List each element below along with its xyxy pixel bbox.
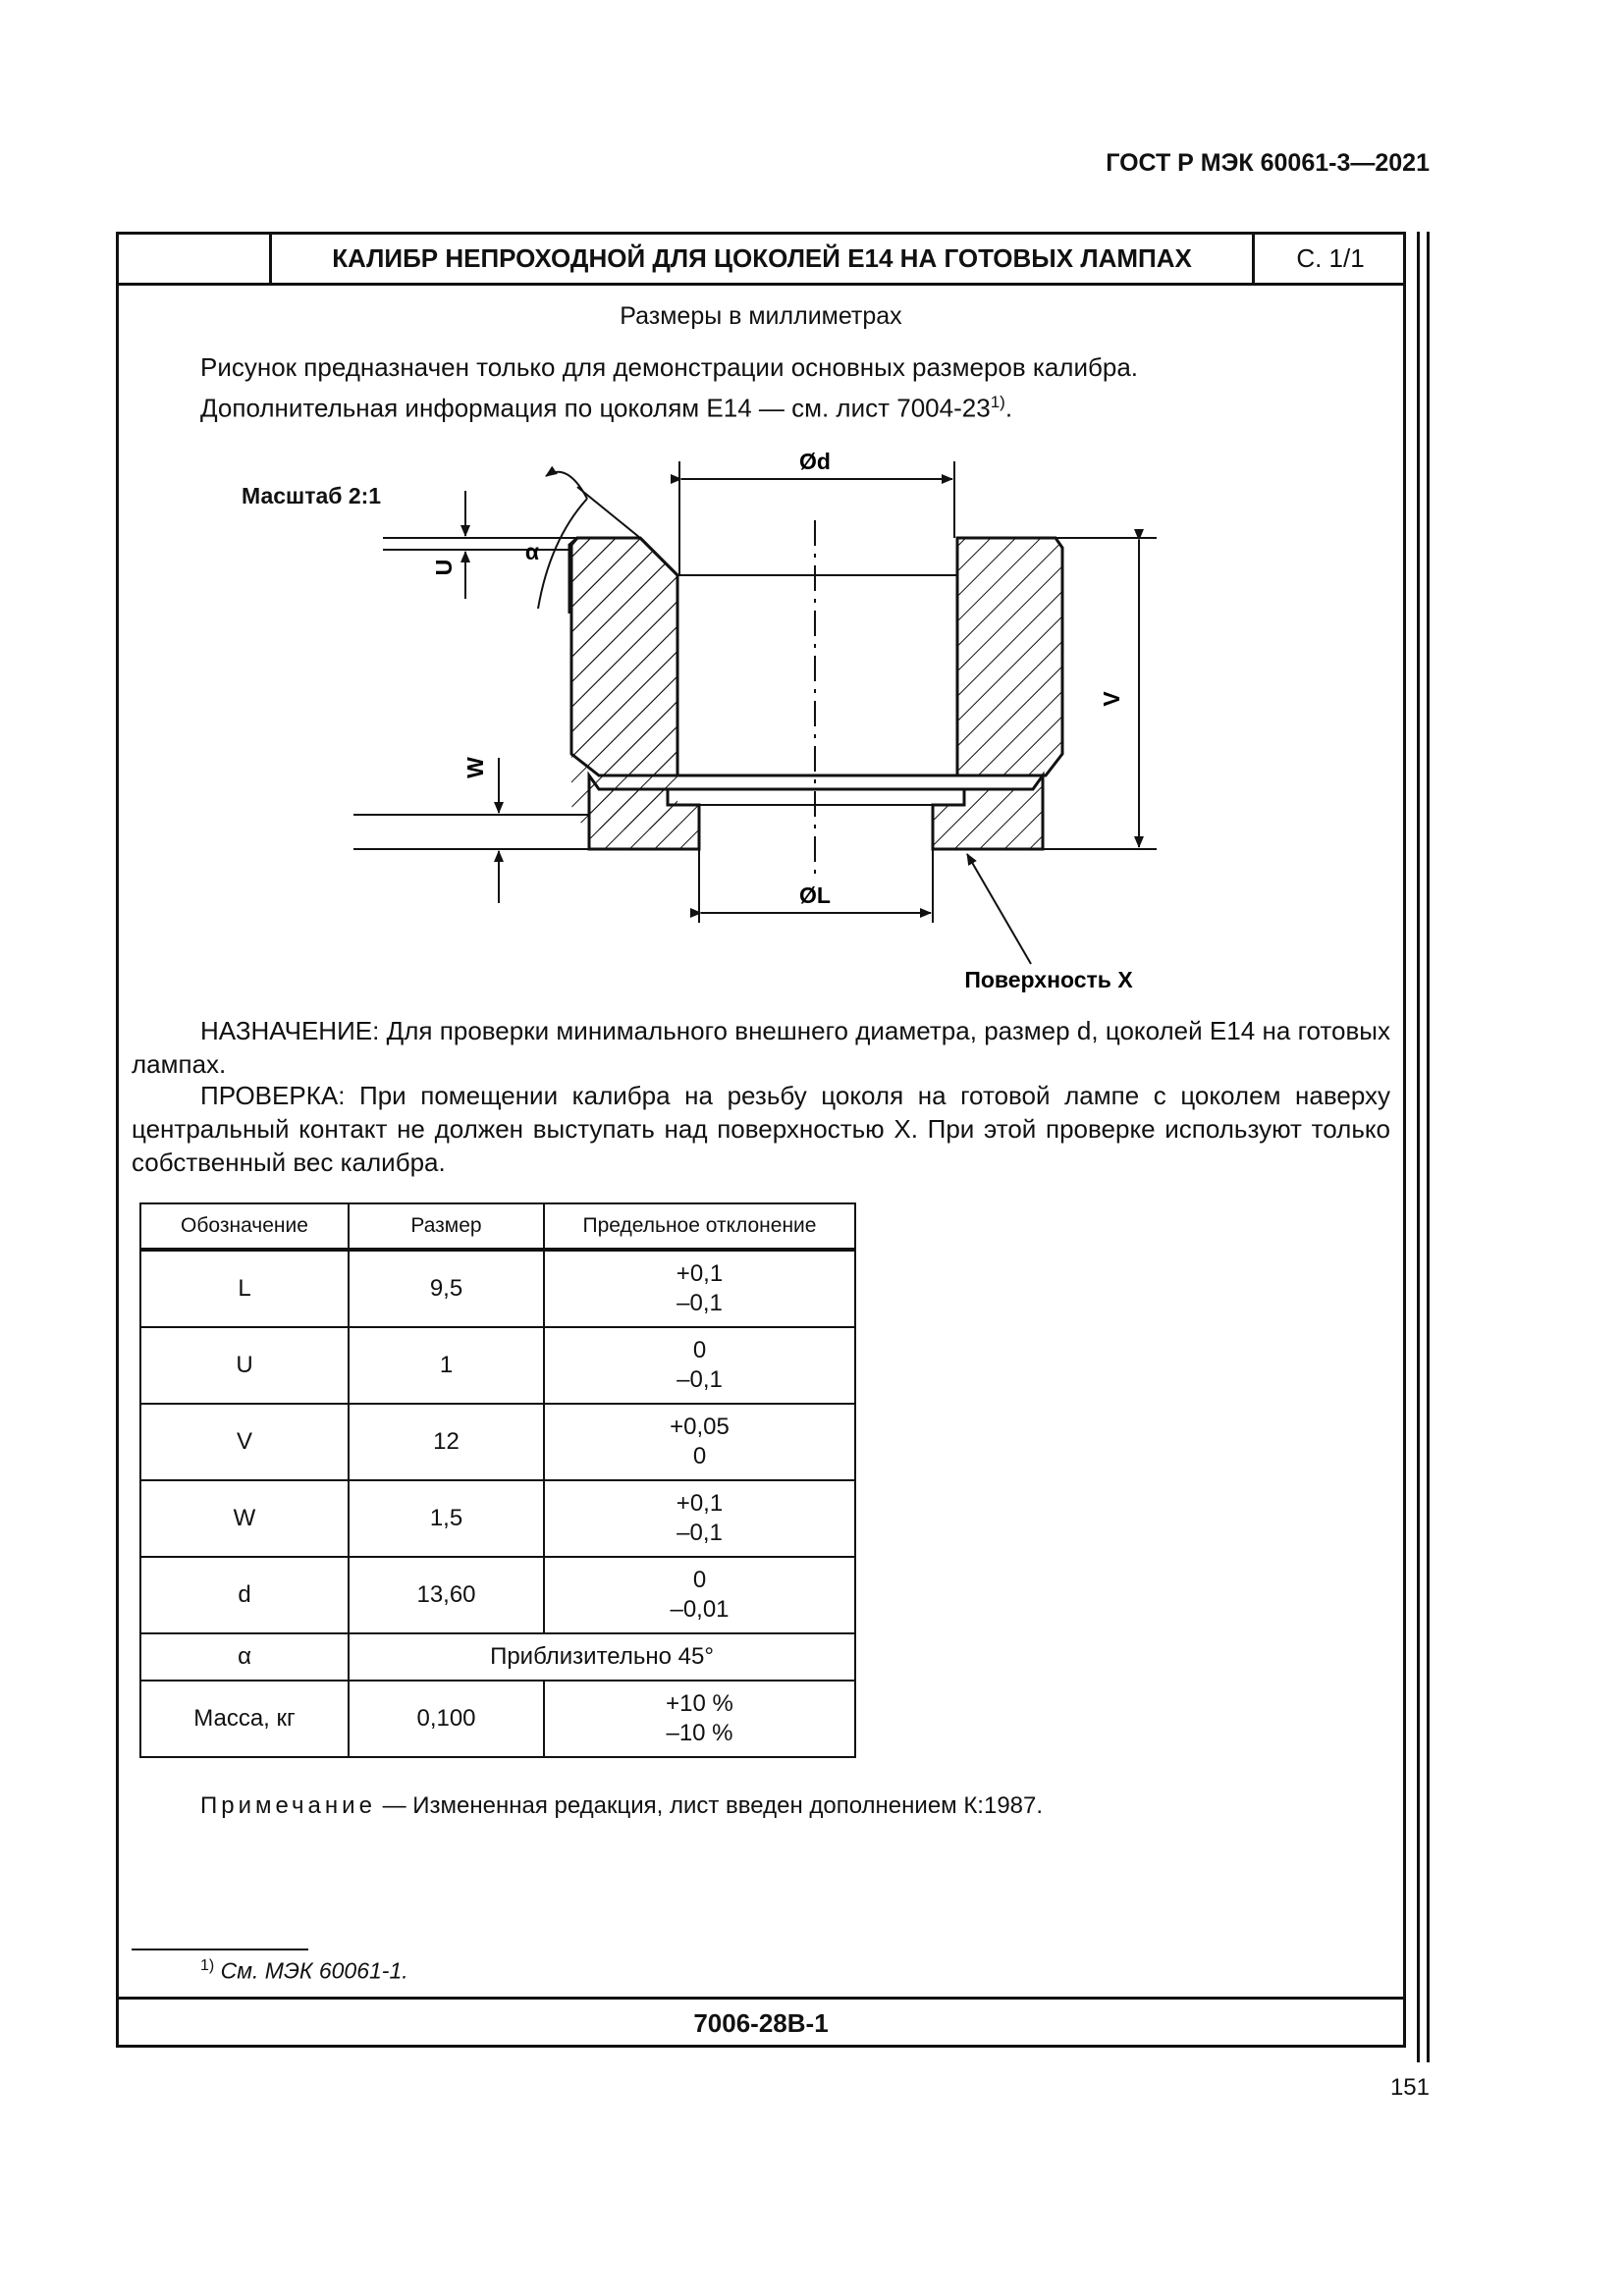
deviation-upper: +0,1 (676, 1260, 724, 1287)
dimension-L-label: ØL (799, 882, 831, 908)
purpose-paragraph (132, 1014, 1390, 1081)
check-text: При помещении калибра на резьбу цоколя на готовой лампе с цоколем наверху центральный контакт не должен выступать над поверхностью X. При этой проверке используют только собственный вес калибра. (132, 1081, 1390, 1177)
purpose-text: Для проверки минимального внешнего диаметра, размер d, цоколей E14 на готовых лампах. (132, 1016, 1390, 1079)
designation-cell: V (140, 1404, 349, 1480)
table-row (140, 1633, 855, 1681)
size-cell: 0,100 (349, 1681, 544, 1757)
size-cell: 13,60 (349, 1557, 544, 1633)
table-header-row (140, 1203, 855, 1250)
dimension-d-label: Ød (799, 449, 831, 474)
table-row (140, 1404, 855, 1480)
sheet-code: 7006-28B-1 (693, 2008, 829, 2038)
size-cell: 1 (349, 1327, 544, 1404)
footnote-text: См. МЭК 60061-1. (214, 1957, 408, 1984)
table-row (140, 1250, 855, 1327)
table-header-cell: Обозначение (140, 1203, 349, 1250)
gauge-base-right (933, 775, 1043, 849)
deviation-upper: 0 (692, 1567, 707, 1593)
alpha-value-cell: Приблизительно 45° (349, 1633, 855, 1681)
gauge-body-left-upper (571, 538, 677, 775)
size-cell: 1,5 (349, 1480, 544, 1557)
gauge-body-right-upper (957, 538, 1062, 775)
note-text: — Измененная редакция, лист введен дополнением К:1987. (375, 1792, 1044, 1819)
table-row (140, 1327, 855, 1404)
note-lead: Примечание (200, 1792, 376, 1819)
sheet-number: С. 1/1 (1296, 243, 1365, 273)
designation-cell: α (140, 1633, 349, 1681)
footnote-rule (132, 1949, 308, 1950)
designation-cell: W (140, 1480, 349, 1557)
deviation-lower: –10 % (666, 1720, 733, 1746)
table-header-cell: Размер (349, 1203, 544, 1250)
chamfer-extension (577, 487, 640, 538)
units-note: Размеры в миллиметрах (620, 302, 902, 330)
deviation-lower: 0 (692, 1443, 707, 1469)
check-paragraph (132, 1079, 1390, 1179)
surface-x-label: Поверхность X (964, 967, 1133, 992)
intro-end: . (1004, 393, 1013, 423)
deviation-cell (544, 1327, 855, 1404)
designation-cell: L (140, 1250, 349, 1327)
footnote-mark: 1) (200, 1957, 215, 1974)
dimension-alpha-label: α (524, 539, 540, 564)
page-number: 151 (1389, 2074, 1430, 2101)
note (200, 1792, 1043, 1820)
size-cell: 12 (349, 1404, 544, 1480)
scale-label: Масштаб 2:1 (242, 483, 382, 508)
designation-cell: Масса, кг (140, 1681, 349, 1757)
table-header-cell: Предельное отклонение (544, 1203, 855, 1250)
surface-x-leader (967, 854, 1031, 964)
deviation-lower: –0,1 (677, 1520, 723, 1546)
deviation-upper: 0 (692, 1337, 707, 1363)
purpose-lead: НАЗНАЧЕНИЕ: (200, 1016, 380, 1045)
deviation-cell (544, 1480, 855, 1557)
deviation-upper: +10 % (666, 1690, 733, 1717)
deviation-cell (544, 1557, 855, 1633)
designation-cell: d (140, 1557, 349, 1633)
table-row (140, 1681, 855, 1757)
intro-line: Рисунок предназначен только для демонстрации основных размеров калибра. (200, 352, 1139, 382)
intro-ref-text: Дополнительная информация по цоколям E14 — см. лист 7004-23 (200, 393, 991, 423)
table-row (140, 1480, 855, 1557)
dimension-U-label: U (431, 559, 457, 576)
deviation-cell (544, 1681, 855, 1757)
footnote-ref: 1) (990, 393, 1005, 411)
deviation-upper: +0,05 (670, 1414, 730, 1440)
size-cell: 9,5 (349, 1250, 544, 1327)
deviation-lower: –0,1 (677, 1366, 723, 1393)
sheet-title: КАЛИБР НЕПРОХОДНОЙ ДЛЯ ЦОКОЛЕЙ E14 НА ГОТОВЫХ ЛАМПАХ (332, 243, 1192, 273)
designation-cell: U (140, 1327, 349, 1404)
intro-text (200, 350, 1379, 426)
frame-edge-line (1427, 232, 1430, 2062)
standard-code: ГОСТ Р МЭК 60061-3—2021 (1106, 149, 1430, 177)
frame-edge-line (1417, 232, 1420, 2062)
deviation-cell (544, 1404, 855, 1480)
dimension-W-label: W (462, 757, 488, 778)
gauge-drawing (422, 449, 1208, 1001)
intro-line (200, 385, 1379, 426)
deviation-lower: –0,01 (670, 1596, 730, 1623)
table-row (140, 1557, 855, 1633)
deviation-cell (544, 1250, 855, 1327)
dimensions-table (139, 1202, 856, 1758)
dimension-V-label: V (1099, 691, 1124, 707)
check-lead: ПРОВЕРКА: (200, 1081, 346, 1110)
footnote (200, 1957, 408, 1985)
deviation-lower: –0,1 (677, 1290, 723, 1316)
deviation-upper: +0,1 (676, 1490, 724, 1517)
